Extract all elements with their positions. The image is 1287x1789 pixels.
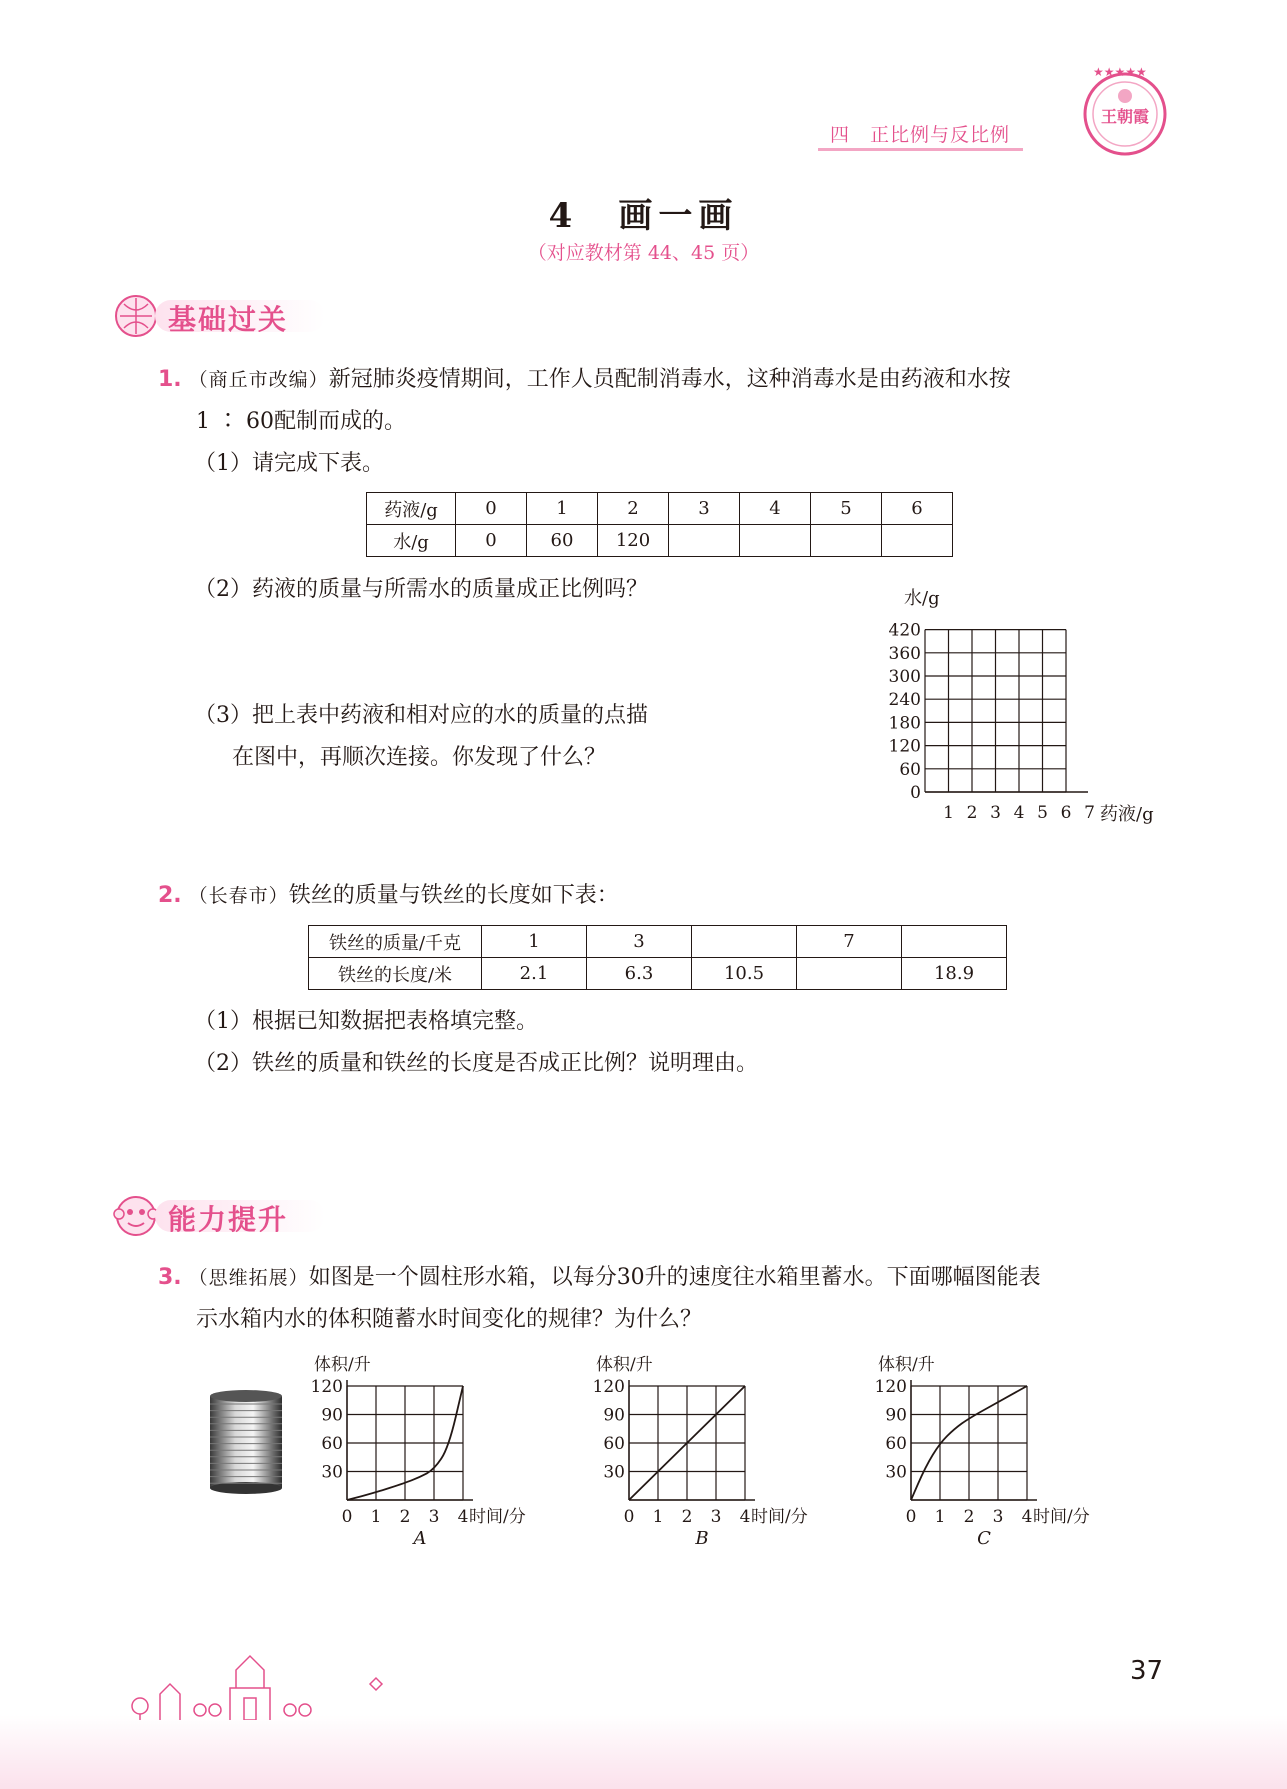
table-cell: 4 xyxy=(740,493,811,525)
table-cell-blank[interactable] xyxy=(692,926,797,958)
page-title: 4 画一画 xyxy=(548,196,739,236)
y-tick-label: 0 xyxy=(910,783,921,803)
table-cell: 1 xyxy=(527,493,598,525)
table-cell-blank[interactable] xyxy=(902,926,1007,958)
table-cell-blank[interactable] xyxy=(669,525,740,557)
q2-sub2: （2）铁丝的质量和铁丝的长度是否成正比例？说明理由。 xyxy=(194,1051,758,1076)
q1-line1 xyxy=(158,360,1011,400)
y-tick-label: 300 xyxy=(888,667,921,687)
table-cell: 铁丝的长度/米 xyxy=(309,958,482,990)
x-tick-label: 0 xyxy=(623,1507,635,1527)
x-tick-label: 1 xyxy=(652,1507,664,1527)
y-tick-label: 180 xyxy=(888,713,921,734)
y-tick-label: 30 xyxy=(603,1462,625,1483)
table-row xyxy=(367,493,953,525)
q3-line1 xyxy=(158,1258,1041,1298)
x-tick-label: 6 xyxy=(1060,803,1072,823)
chart-c-xlabel: 时间/分 xyxy=(1033,1507,1090,1527)
y-tick-label: 60 xyxy=(885,1434,907,1454)
y-tick-label: 60 xyxy=(321,1434,343,1454)
svg-text:★★★★★: ★★★★★ xyxy=(1093,65,1147,79)
y-tick-label: 240 xyxy=(888,690,921,711)
q2-source: （长春市） xyxy=(188,885,289,907)
q2-number: 2. xyxy=(158,883,182,908)
chapter-underline xyxy=(818,148,1023,151)
q2-table xyxy=(308,925,1007,990)
section-header-basic xyxy=(110,290,410,340)
monkey-icon xyxy=(110,1190,160,1240)
chapter-header xyxy=(818,116,1028,146)
table-cell: 18.9 xyxy=(902,958,1007,990)
table-cell: 10.5 xyxy=(692,958,797,990)
q2-line1 xyxy=(158,876,619,916)
table-cell: 3 xyxy=(669,493,740,525)
chart-c-ylabel: 体积/升 xyxy=(878,1355,935,1375)
table-cell: 2.1 xyxy=(482,958,587,990)
grid-yticks xyxy=(889,621,921,803)
q1-sub3-line2: 在图中，再顺次连接。你发现了什么？ xyxy=(232,745,607,770)
table-cell: 6.3 xyxy=(587,958,692,990)
table-cell-blank[interactable] xyxy=(797,958,902,990)
q1-sub1: （1）请完成下表。 xyxy=(194,451,384,476)
section-title-basic: 基础过关 xyxy=(168,303,289,336)
y-tick-label: 120 xyxy=(310,1377,343,1397)
footer-band xyxy=(0,1715,1287,1789)
page-number: 37 xyxy=(1130,1656,1164,1686)
x-tick-label: 3 xyxy=(428,1507,440,1527)
x-tick-label: 1 xyxy=(943,803,954,823)
grid-xlabel: 药液/g xyxy=(1100,804,1154,825)
table-cell: 120 xyxy=(598,525,669,557)
q1-grid-chart xyxy=(860,580,1180,830)
y-tick-label: 30 xyxy=(885,1462,907,1483)
castle-decoration-icon xyxy=(120,1648,420,1720)
badge-text: 王朝霞 xyxy=(1100,107,1150,126)
chart-b xyxy=(582,1348,812,1548)
x-tick-label: 3 xyxy=(710,1507,722,1527)
chart-a xyxy=(300,1348,530,1548)
table-cell: 3 xyxy=(587,926,692,958)
x-tick-label: 1 xyxy=(370,1507,382,1527)
water-tank-image xyxy=(206,1388,286,1496)
x-tick-label: 0 xyxy=(341,1507,353,1527)
q1-sub3-line1: （3）把上表中药液和相对应的水的质量的点描 xyxy=(194,703,648,728)
q1-text-line2: 1 ∶ 60配制而成的。 xyxy=(196,409,406,434)
table-cell: 60 xyxy=(527,525,598,557)
q2-text: 铁丝的质量与铁丝的长度如下表： xyxy=(288,883,619,908)
table-cell: 药液/g xyxy=(367,493,456,525)
chart-a-ylabel: 体积/升 xyxy=(314,1355,371,1375)
table-row xyxy=(367,525,953,557)
table-row xyxy=(309,926,1007,958)
x-tick-label: 2 xyxy=(681,1507,693,1527)
x-tick-label: 2 xyxy=(399,1507,411,1527)
y-tick-label: 90 xyxy=(885,1405,907,1426)
q1-text-line1: 新冠肺炎疫情期间，工作人员配制消毒水，这种消毒水是由药液和水按 xyxy=(328,367,1011,392)
y-tick-label: 120 xyxy=(874,1377,907,1397)
q3-number: 3. xyxy=(158,1265,182,1290)
page-subtitle: （对应教材第 44、45 页） xyxy=(527,242,760,264)
table-cell: 0 xyxy=(456,525,527,557)
y-tick-label: 60 xyxy=(603,1434,625,1454)
grid-lines xyxy=(925,630,1088,792)
section-header-advanced xyxy=(110,1190,410,1240)
y-tick-label: 60 xyxy=(899,759,921,780)
table-cell-blank[interactable] xyxy=(740,525,811,557)
y-tick-label: 120 xyxy=(888,736,921,757)
chart-c xyxy=(864,1348,1094,1548)
chart-b-title: B xyxy=(695,1528,709,1548)
x-tick-label: 1 xyxy=(934,1507,946,1527)
q1-sub2: （2）药液的质量与所需水的质量成正比例吗？ xyxy=(194,577,648,602)
table-cell: 2 xyxy=(598,493,669,525)
x-tick-label: 0 xyxy=(905,1507,917,1527)
y-tick-label: 30 xyxy=(321,1462,343,1483)
q3-source: （思维拓展） xyxy=(188,1267,309,1289)
table-cell: 7 xyxy=(797,926,902,958)
chapter-label: 四 正比例与反比例 xyxy=(830,124,1011,146)
x-tick-label: 4 xyxy=(739,1507,751,1527)
chart-a-title: A xyxy=(413,1528,427,1548)
table-cell: 铁丝的质量/千克 xyxy=(309,926,482,958)
x-tick-label: 4 xyxy=(457,1507,469,1527)
x-tick-label: 2 xyxy=(966,803,978,823)
x-tick-label: 3 xyxy=(992,1507,1004,1527)
x-tick-label: 2 xyxy=(963,1507,975,1527)
table-cell: 1 xyxy=(482,926,587,958)
table-cell: 5 xyxy=(811,493,882,525)
y-tick-label: 90 xyxy=(321,1405,343,1426)
chart-b-ylabel: 体积/升 xyxy=(596,1355,653,1375)
q1-table xyxy=(366,492,953,557)
table-cell-blank[interactable] xyxy=(811,525,882,557)
table-cell: 0 xyxy=(456,493,527,525)
q1-source: （商丘市改编） xyxy=(188,369,329,391)
y-tick-label: 420 xyxy=(888,620,921,641)
table-cell: 6 xyxy=(882,493,953,525)
table-cell-blank[interactable] xyxy=(882,525,953,557)
q2-sub1: （1）根据已知数据把表格填完整。 xyxy=(194,1009,538,1034)
chart-a-xlabel: 时间/分 xyxy=(469,1507,526,1527)
x-tick-label: 7 xyxy=(1084,803,1095,823)
grid-ylabel: 水/g xyxy=(904,588,940,609)
y-tick-label: 360 xyxy=(888,643,921,664)
x-tick-label: 4 xyxy=(1013,803,1025,823)
x-tick-label: 4 xyxy=(1021,1507,1033,1527)
y-tick-label: 90 xyxy=(603,1405,625,1426)
q3-text-line1: 如图是一个圆柱形水箱，以每分30升的速度往水箱里蓄水。下面哪幅图能表 xyxy=(308,1265,1041,1290)
brand-badge-logo xyxy=(1075,62,1175,158)
q3-text-line2: 示水箱内水的体积随蓄水时间变化的规律？为什么？ xyxy=(196,1307,703,1332)
x-tick-label: 3 xyxy=(990,803,1001,823)
grid-xticks xyxy=(943,803,1095,823)
globe-icon xyxy=(110,290,160,340)
chart-b-xlabel: 时间/分 xyxy=(751,1507,808,1527)
q1-number: 1. xyxy=(158,367,182,392)
x-tick-label: 5 xyxy=(1037,803,1048,823)
table-row xyxy=(309,958,1007,990)
y-tick-label: 120 xyxy=(592,1377,625,1397)
chart-c-title: C xyxy=(977,1528,991,1548)
section-title-advanced: 能力提升 xyxy=(168,1203,289,1236)
table-cell: 水/g xyxy=(367,525,456,557)
